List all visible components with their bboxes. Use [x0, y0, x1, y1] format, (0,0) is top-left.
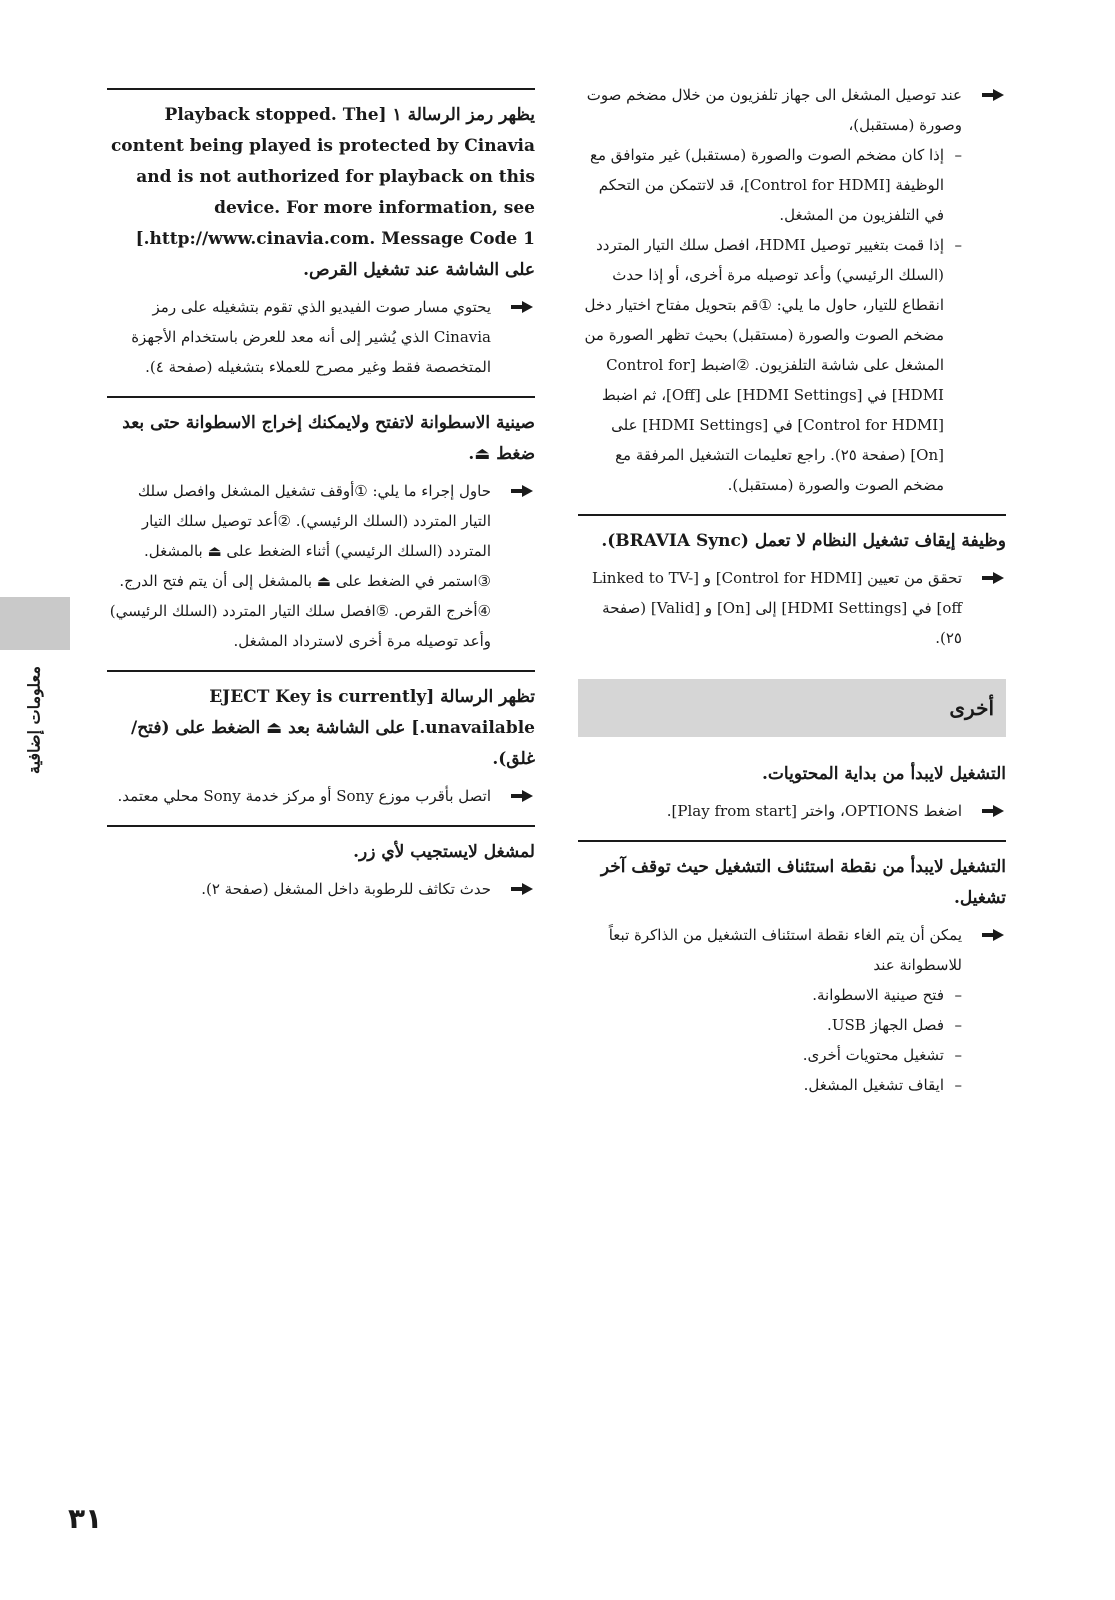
cinavia-bullet-text: يحتوي مسار صوت الفيديو الذي تقوم بتشغيله على رمز Cinavia الذي يُشير إلى أنه معد للعرض باستخدام الأجهزة المتخصصة فقط وغير مصرح للعملاء بتشغيله (صفحة ٤). — [131, 298, 491, 376]
tray-title: صينية الاسطوانة لاتفتح ولايمكنك إخراج الاسطوانة حتى بعد ضغط ⏏. — [122, 413, 535, 464]
resume-bullet-text: يمكن أن يتم الغاء نقطة استئناف التشغيل من الذاكرة تبعاً للاسطوانة عند — [608, 926, 962, 974]
resume-bullet — [578, 920, 1006, 980]
start-bullet — [578, 796, 1006, 826]
side-tab-label: معلومات إضافية — [24, 666, 44, 774]
nobutton-title: لمشغل لايستجيب لأي زر. — [353, 842, 535, 862]
side-tab — [0, 597, 70, 650]
resume-dash: – تشغيل محتويات أخرى. — [578, 1040, 1006, 1070]
tray-bullet — [107, 476, 535, 656]
arrow-right-icon — [511, 790, 533, 802]
eject-title: تظهر الرسالة [EJECT Key is currently unavailable.] على الشاشة بعد ⏏ الضغط على (فتح/غلق). — [131, 687, 535, 769]
eject-bullet-text: اتصل بأقرب موزع Sony أو مركز خدمة Sony محلي معتمد. — [117, 787, 491, 805]
resume-dash: – فصل الجهاز USB. — [578, 1010, 1006, 1040]
hdmi-section — [578, 80, 1006, 500]
nobutton-bullet-text: حدث تكاثف للرطوبة داخل المشغل (صفحة ٢). — [201, 880, 491, 898]
hdmi-bullet-text: عند توصيل المشغل الى جهاز تلفزيون من خلال مضخم صوت وصورة (مستقبل)، — [586, 86, 962, 134]
hdmi-dash-1: – إذا كان مضخم الصوت والصورة (مستقبل) غير متوافق مع الوظيفة [Control for HDMI]، قد لاتتمكن من التحكم في التلفزيون من المشغل. — [578, 140, 1006, 230]
arrow-right-icon — [511, 883, 533, 895]
nobutton-bullet — [107, 874, 535, 904]
hdmi-dash-2: – إذا قمت بتغيير توصيل HDMI، افصل سلك التيار المتردد (السلك الرئيسي) وأعد توصيله مرة أخرى، أو إذا حدث انقطاع للتيار، حاول ما يلي: ①قم بتحويل مفتاح اختيار دخل مضخم الصوت والصورة (مستقبل) بحيث تظهر الصورة من المشغل على شاشة التلفزيون. ②اضبط [Control for HDMI] في [HDMI Settings] على [Off]، ثم اضبط [Control for HDMI] في [HDMI Settings] على [On] (صفحة ٢٥). راجع تعليمات التشغيل المرفقة مع مضخم الصوت والصورة (مستقبل). — [578, 230, 1006, 500]
section-header-other: أخرى — [578, 679, 1006, 737]
tray-bullet-text: حاول إجراء ما يلي: ①أوقف تشغيل المشغل وافصل سلك التيار المتردد (السلك الرئيسي). ②أعد توصيل سلك التيار المتردد (السلك الرئيسي) أثناء الضغط على ⏏ بالمشغل. ③استمر في الضغط على ⏏ بالمشغل إلى أن يتم فتح الدرج. ④أخرج القرص. ⑤افصل سلك التيار المتردد (السلك الرئيسي) وأعد توصيله مرة أخرى لاسترداد المشغل. — [109, 482, 491, 650]
arrow-right-icon — [982, 805, 1004, 817]
start-bullet-text: اضغط OPTIONS، واختر [Play from start]. — [666, 802, 962, 820]
page-number: ٣١ — [68, 1502, 103, 1535]
nobutton-section — [107, 825, 535, 904]
start-section — [578, 759, 1006, 826]
resume-title: التشغيل لايبدأ من نقطة استئناف التشغيل حيث توقف آخر تشغيل. — [600, 857, 1006, 908]
resume-section — [578, 840, 1006, 1100]
arrow-right-icon — [511, 485, 533, 497]
cinavia-title: يظهر رمز الرسالة ١ [Playback stopped. The content being played is protected by Cinavia and is not authorized for playback on this device. For more information, see http://www.cinavia.com. Message Code 1.] على الشاشة عند تشغيل القرص. — [110, 105, 535, 280]
bravia-bullet — [578, 563, 1006, 653]
hdmi-bullet — [578, 80, 1006, 140]
cinavia-bullet — [107, 292, 535, 382]
eject-section — [107, 670, 535, 811]
eject-bullet — [107, 781, 535, 811]
left-column — [107, 88, 535, 918]
arrow-right-icon — [982, 572, 1004, 584]
arrow-right-icon — [511, 301, 533, 313]
bravia-title: وظيفة إيقاف تشغيل النظام لا تعمل (BRAVIA Sync). — [601, 531, 1006, 551]
start-title: التشغيل لايبدأ من بداية المحتويات. — [761, 764, 1006, 784]
arrow-right-icon — [982, 929, 1004, 941]
resume-dash: – فتح صينية الاسطوانة. — [578, 980, 1006, 1010]
tray-section — [107, 396, 535, 656]
right-column — [578, 80, 1006, 1114]
resume-dash: – ايقاف تشغيل المشغل. — [578, 1070, 1006, 1100]
cinavia-section — [107, 88, 535, 382]
bravia-bullet-text: تحقق من تعيين [Control for HDMI] و [Linked to TV-off] في [HDMI Settings] إلى [On] و [Valid] (صفحة ٢٥). — [592, 569, 962, 647]
arrow-right-icon — [982, 89, 1004, 101]
bravia-section — [578, 514, 1006, 653]
